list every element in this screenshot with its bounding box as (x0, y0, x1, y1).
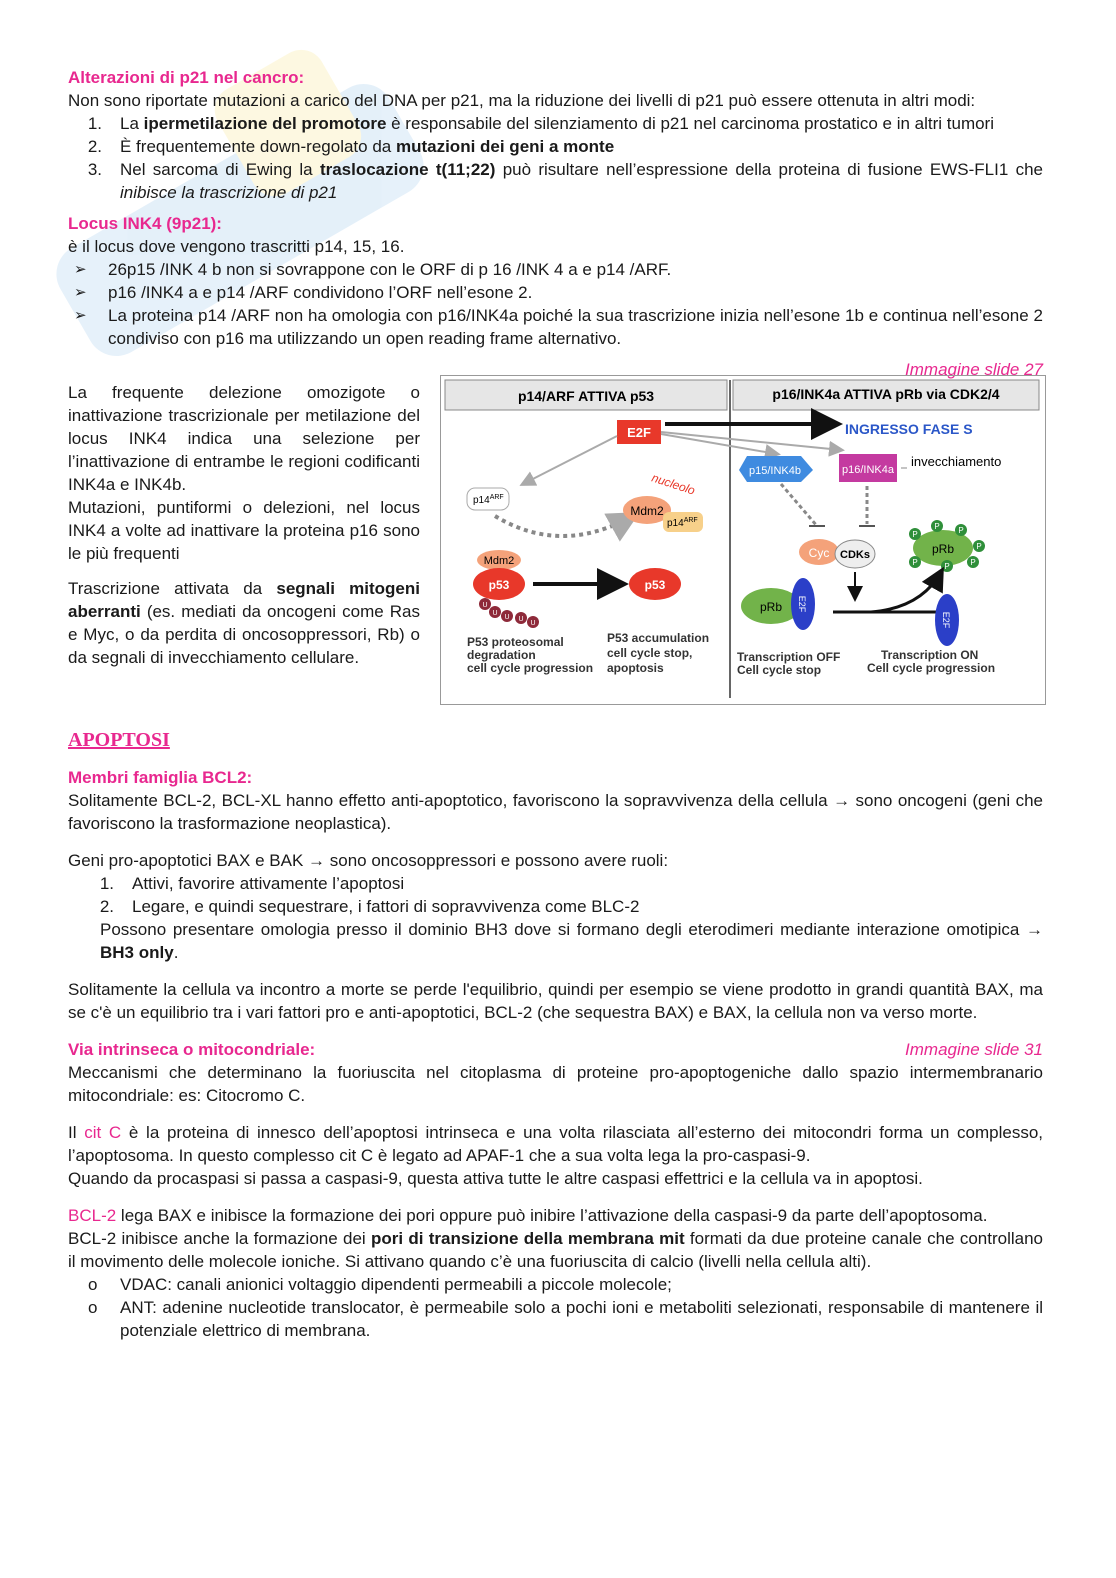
list-item: 2. Legare, e quindi sequestrare, i fattori di sopravvivenza come BLC-2 (99, 897, 640, 916)
prb-label: pRb (759, 600, 783, 614)
p16-label: p16/INK4a (842, 464, 894, 476)
item-number: 3. (87, 160, 102, 179)
list-item: 2. È frequentemente down-regolato da mutazioni dei geni a monte (68, 135, 1043, 158)
apoptosi-heading: APOPTOSI (68, 729, 170, 751)
section-title-p21: Alterazioni di p21 nel cancro: (68, 68, 305, 87)
bcl2-paragraph: Solitamente BCL-2, BCL-XL hanno effetto anti-apoptotico, favoriscono la sopravvivenza della cellula → sono oncogeni (geni che favoriscono la trasformazione neoplastica). (68, 791, 1043, 833)
pores-list (68, 1273, 1043, 1342)
slide-reference: Immagine slide 31 (905, 1040, 1043, 1059)
list-item: o VDAC: canali anionici voltaggio dipendenti permeabili a piccole molecole; (68, 1273, 1043, 1296)
item-number: 2. (87, 137, 102, 156)
pro-apoptotic-paragraph: Geni pro-apoptotici BAX e BAK → sono oncosoppressori e possono avere ruoli: (68, 851, 669, 870)
ingresso-fase-s-label: INGRESSO FASE S (845, 421, 973, 437)
ink4-paragraph: Trascrizione attivata da segnali mitogeni aberranti (es. mediati da oncogeni come Ras e Myc, o da perdita di oncosoppressori, Rb) o da segnali di invecchiamento cellulare. (68, 579, 420, 667)
ink4-intro: è il locus dove vengono trascritti p14, 15, 16. (68, 237, 405, 256)
pores-paragraph: BCL-2 inibisce anche la formazione dei pori di transizione della membrana mit formati da due proteine canale che controllano il movimento delle molecole ioniche. Si attivano quando c’è una fuoriuscita di calcio (livelli nella cellula alti). (68, 1229, 1043, 1271)
slide-reference: Immagine slide 27 (905, 360, 1043, 379)
list-item: ➢ p16 /INK4 a e p14 /ARF condividono l’ORF nell’esone 2. (68, 281, 1043, 304)
p21-list (68, 112, 1043, 204)
phosphate-label: P (970, 558, 976, 567)
accumulation-caption: P53 accumulation cell cycle stop, apoptosis (607, 631, 710, 675)
phosphate-label: P (944, 562, 950, 571)
p14-p16-pathway-figure (440, 375, 1046, 705)
bold-term: segnali mitogeni aberranti (68, 579, 420, 621)
list-item: o ANT: adenine nucleotide translocator, è permeabile solo a pochi ioni e metaboliti selezionati, responsabile di mantenere il potenziale elettrico di membrana. (68, 1296, 1043, 1342)
pink-term: BCL-2 (68, 1206, 117, 1225)
ink4-paragraph: Mutazioni, puntiformi o delezioni, nel locus INK4 a volte ad inattivare la proteina p16 sono le più frequenti (68, 498, 420, 563)
transcription-on-caption: Transcription ON Cell cycle progression (867, 648, 996, 675)
bh3-paragraph: Possono presentare omologia presso il dominio BH3 dove si formano degli eterodimeri mediante interazione omotipica → BH3 only. (100, 920, 1043, 962)
ubiquitin-label: U (492, 610, 498, 617)
bold-term: pori di transizione della membrana mit (370, 1229, 685, 1248)
section-title-intrinsic: Via intrinseca o mitocondriale: (68, 1040, 316, 1059)
equilibrium-paragraph: Solitamente la cellula va incontro a morte se perde l'equilibrio, quindi per esempio se viene prodotto in grandi quantità BAX, ma se c'è un equilibrio tra i vari fattori pro e anti-apoptotici, BCL-2 (che sequestra BAX) e BAX, la cellula non va verso morte. (68, 980, 1043, 1022)
e2f-label: E2F (941, 611, 951, 629)
p14arf-label: $p14^{ARF}$ (667, 517, 698, 529)
p21-intro: Non sono riportate mutazioni a carico del DNA per p21, ma la riduzione dei livelli di p21 può essere ottenuta in altri modi: (68, 91, 976, 110)
pink-term: cit C (84, 1123, 122, 1142)
ubiquitin-label: U (482, 602, 488, 609)
ubiquitin-label: U (504, 614, 510, 621)
bold-term: mutazioni dei geni a monte (395, 137, 615, 156)
nucleolo-label: nucleolo (649, 470, 697, 498)
list-item: ➢ 26p15 /INK 4 b non si sovrappone con le ORF di p 16 /INK 4 a e p14 /ARF. (68, 258, 1043, 281)
caspase-paragraph: Quando da procaspasi si passa a caspasi-9, questa attiva tutte le altre caspasi effettrici e la cellula va in apoptosi. (68, 1169, 923, 1188)
list-item: ➢ La proteina p14 /ARF non ha omologia con p16/INK4a poiché la sua trascrizione inizia nell’esone 1b e continua nell’esone 2 condiviso con p16 ma utilizzando un open reading frame alternativo. (68, 304, 1043, 350)
item-number: 1. (87, 114, 102, 133)
arrow-bullet-icon: ➢ (74, 261, 87, 278)
circle-bullet-icon: o (88, 1275, 98, 1294)
cdks-label: CDKs (840, 549, 870, 561)
intrinsic-paragraph: Meccanismi che determinano la fuoriuscita nel citoplasma di proteine pro-apoptogeniche dallo spazio intermembranario mitocondriale: es: Citocromo C. (68, 1063, 1043, 1105)
roles-list (68, 872, 1043, 918)
degradation-caption: P53 proteosomal degradation cell cycle progression (467, 635, 594, 675)
bold-term: BH3 only (100, 943, 174, 962)
bold-term: ipermetilazione del promotore (143, 114, 387, 133)
p53-label: p53 (488, 578, 510, 592)
section-title-ink4: Locus INK4 (9p21): (68, 214, 222, 233)
transcription-off-caption: Transcription OFF Cell cycle stop (737, 650, 841, 677)
phosphate-label: P (976, 542, 982, 551)
ink4-bullets (68, 258, 1043, 350)
phosphate-label: P (912, 530, 918, 539)
ink4-paragraph: La frequente delezione omozigote o inattivazione trascrizionale per metilazione del locus INK4 indica una selezione per l’inattivazione di entrambe le regioni codificanti INK4a e INK4b. (68, 383, 420, 494)
mdm2-label: Mdm2 (630, 504, 664, 518)
left-panel-title: p14/ARF ATTIVA p53 (517, 388, 655, 404)
list-item: 1. Attivi, favorire attivamente l’apoptosi (99, 874, 405, 893)
arrow-bullet-icon: ➢ (74, 284, 87, 301)
cyc-label: Cyc (808, 546, 830, 560)
phosphate-label: P (934, 522, 940, 531)
circle-bullet-icon: o (88, 1298, 98, 1317)
p14arf-label: $p14^{ARF}$ (473, 494, 504, 506)
arrow-bullet-icon: ➢ (74, 307, 87, 324)
list-item: 1. La ipermetilazione del promotore è responsabile del silenziamento di p21 nel carcinoma prostatico e in altri tumori (68, 112, 1043, 135)
citc-paragraph: Il cit C è la proteina di innesco dell’apoptosi intrinseca e una volta rilasciata all’esterno dei mitocondri forma un complesso, l’apoptosoma. In questo complesso cit C è legato ad APAF-1 che a sua volta lega la pro-caspasi-9. (68, 1123, 1044, 1165)
p15-label: p15/INK4b (749, 465, 801, 477)
e2f-label: E2F (797, 595, 807, 613)
list-item: 3. Nel sarcoma di Ewing la traslocazione t(11;22) può risultare nell’espressione della proteina di fusione EWS-FLI1 che inibisce la trascrizione di p21 (68, 158, 1043, 204)
mdm2-label: Mdm2 (483, 555, 515, 567)
bold-term: traslocazione t(11;22) (319, 160, 496, 179)
prb-label: pRb (931, 542, 955, 556)
ubiquitin-label: U (518, 616, 524, 623)
ubiquitin-label: U (530, 620, 536, 627)
section-title-bcl2: Membri famiglia BCL2: (68, 768, 253, 787)
p53-label: p53 (644, 578, 666, 592)
e2f-label: E2F (627, 425, 651, 440)
phosphate-label: P (958, 526, 964, 535)
bcl2-bax-paragraph: BCL-2 lega BAX e inibisce la formazione dei pori oppure può inibire l’attivazione della caspasi-9 da parte dell’apoptosoma. (68, 1206, 988, 1225)
italic-term: inibisce la trascrizione di p21 (120, 183, 338, 202)
phosphate-label: P (912, 558, 918, 567)
invecchiamento-label: invecchiamento (911, 454, 1002, 469)
right-panel-title: p16/INK4a ATTIVA pRb via CDK2/4 (772, 386, 1000, 402)
